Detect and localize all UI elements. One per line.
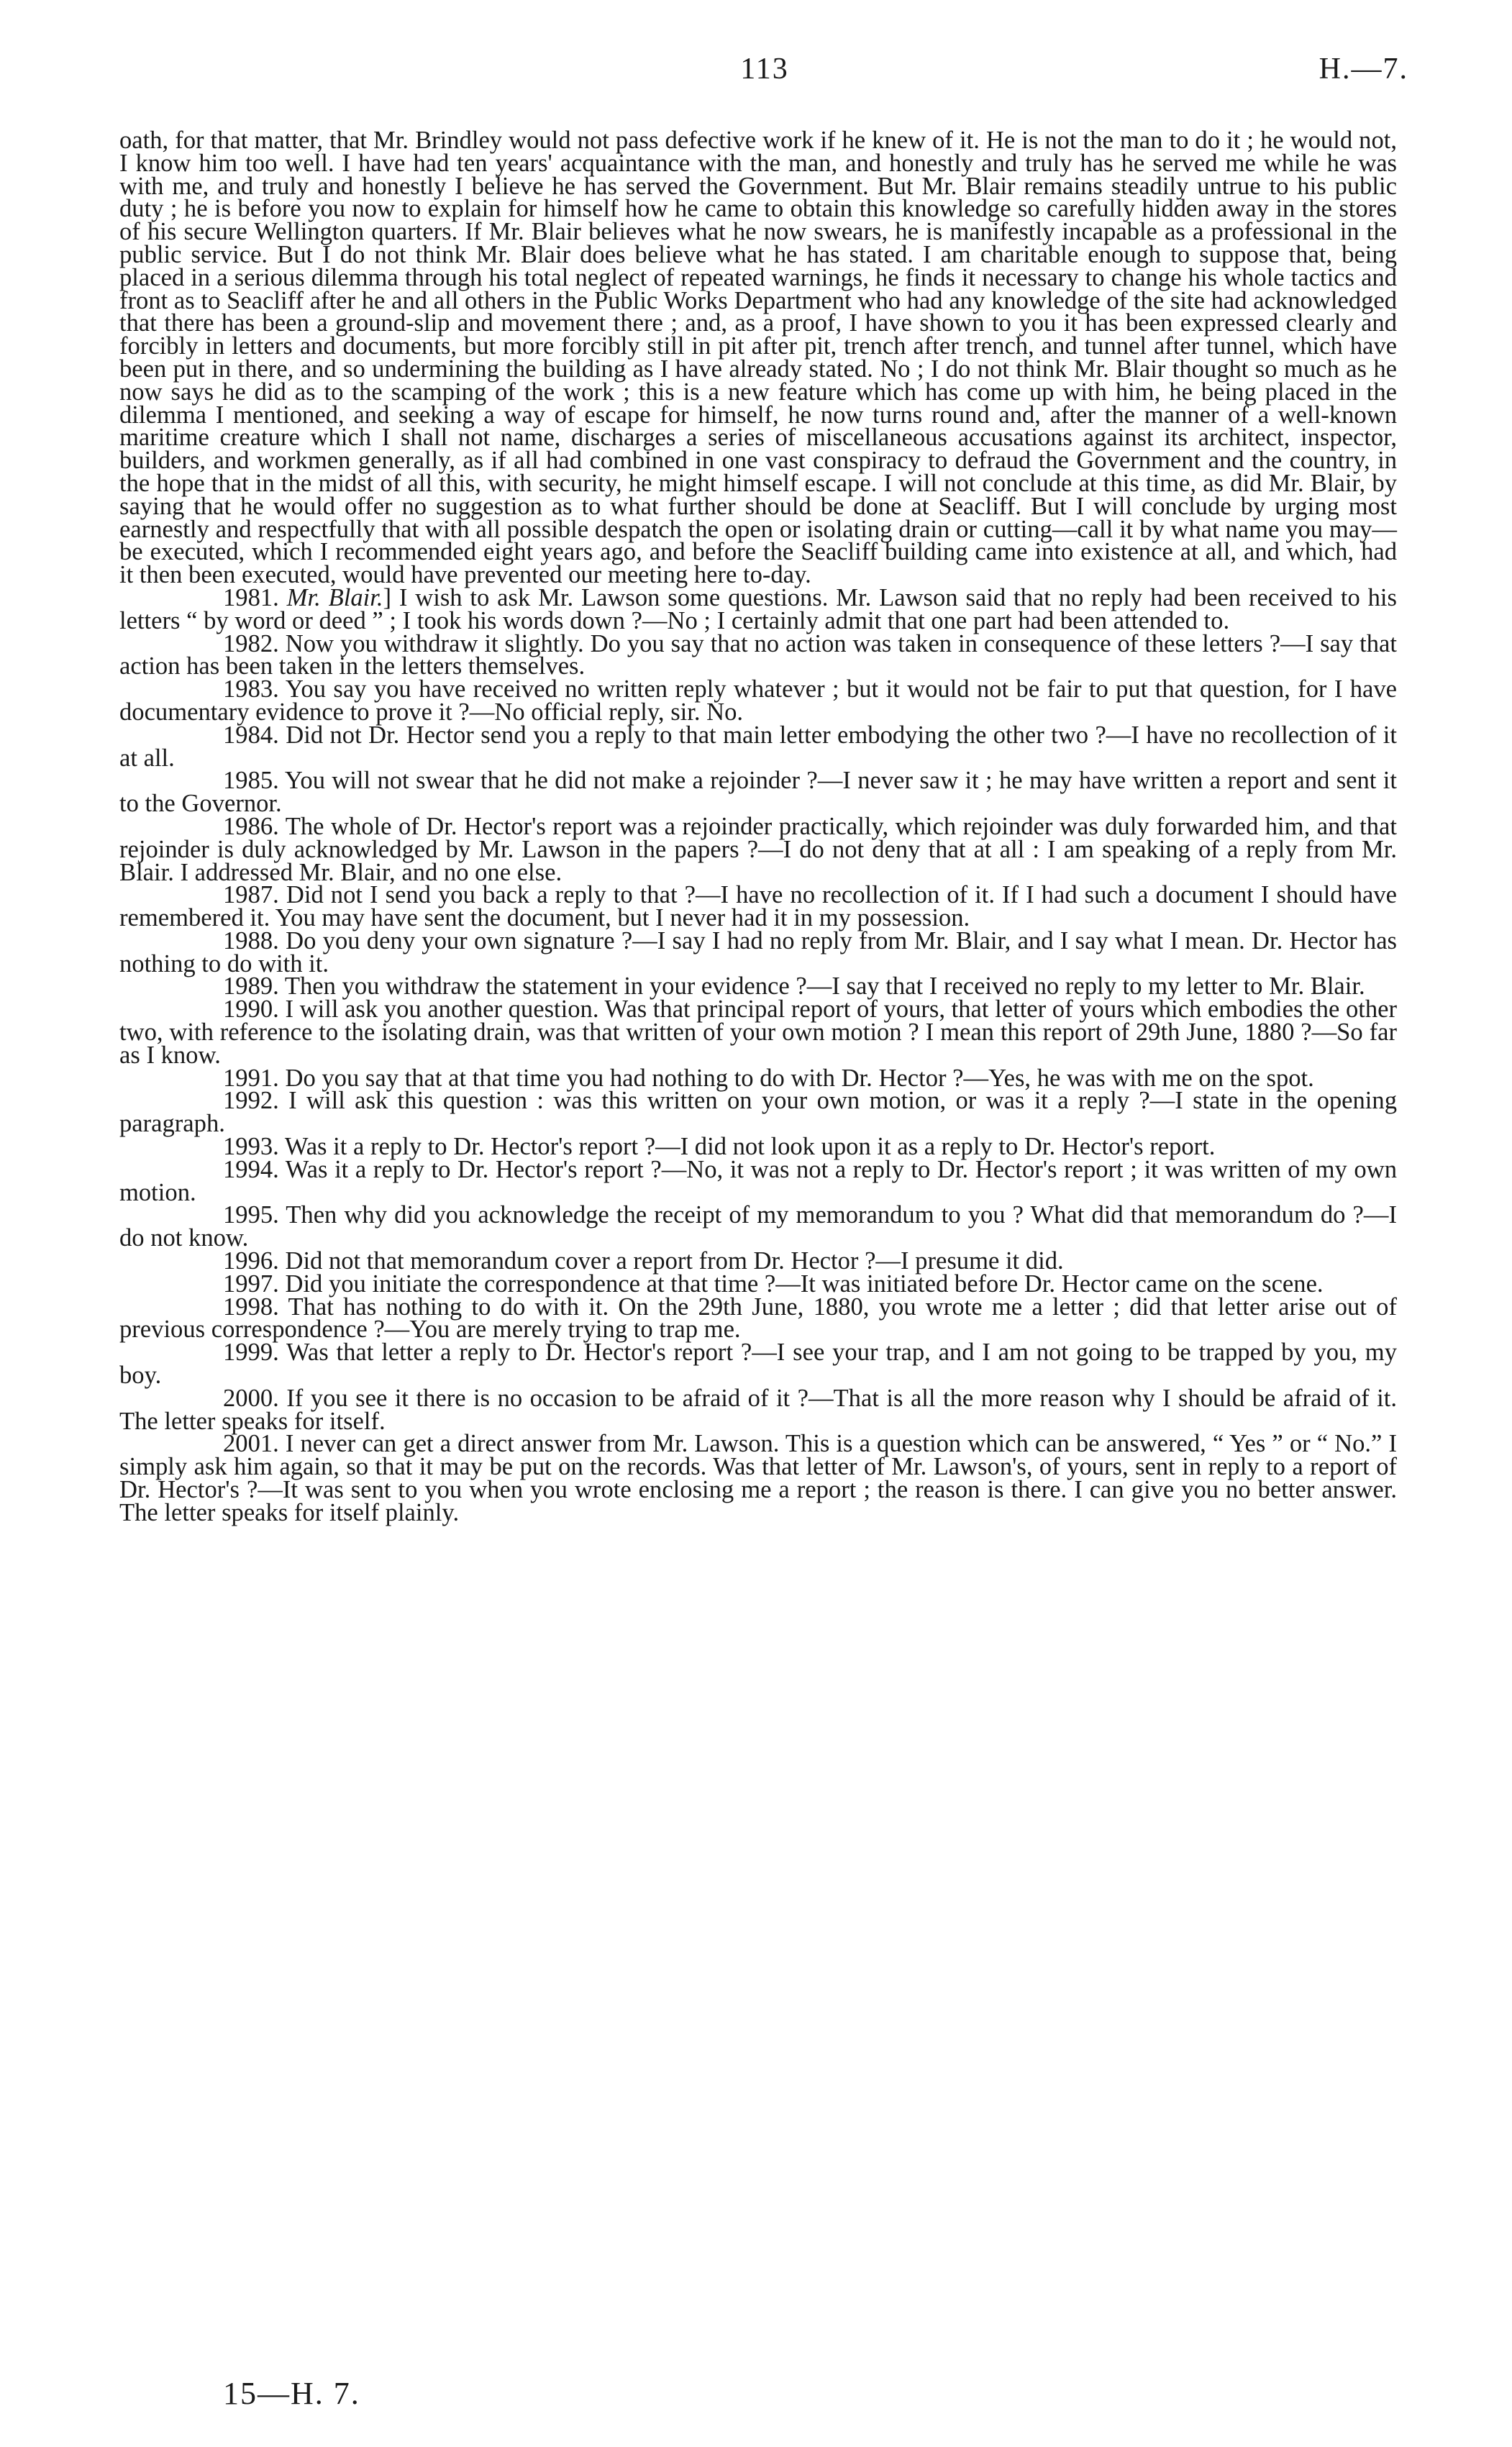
question-number: 1983. — [223, 675, 279, 703]
page-signature: 15—H. 7. — [223, 2376, 360, 2411]
question-text: If you see it there is no occasion to be afraid of it ?—That is all the more reason why I should be afraid of it. The letter speaks for itself. — [119, 1384, 1397, 1435]
question-number: 1986. — [223, 812, 279, 840]
question-number: 1981. — [223, 583, 279, 611]
question-number: 1991. — [223, 1064, 279, 1092]
question-paragraph — [119, 1339, 1397, 1390]
question-number: 1987. — [223, 881, 279, 909]
question-paragraph — [119, 767, 1397, 818]
question-paragraph — [119, 995, 1397, 1069]
question-number: 2001. — [223, 1430, 279, 1458]
page-number: 113 — [740, 53, 789, 86]
question-text: I never can get a direct answer from Mr. Lawson. This is a question which can be answered, “ Yes ” or “ No.” I simply ask him again, so that it may be put on the records. Was that letter of Mr. Lawson's, of yours, sent in reply to a report of Dr. Hector's ?—It was sent to you when you wrote enclosing me a report ; the reason is there. I can give you no better answer. The letter speaks for itself plainly. — [119, 1430, 1397, 1526]
question-number: 1982. — [223, 629, 279, 657]
question-text: That has nothing to do with it. On the 29th June, 1880, you wrote me a letter ; did that letter arise out of previous correspondence ?—You are merely trying to trap me. — [119, 1293, 1397, 1344]
question-paragraph — [119, 629, 1397, 680]
question-text: Do you deny your own signature ?—I say I had no reply from Mr. Blair, and I say what I mean. Dr. Hector has nothing to do with it. — [119, 926, 1398, 978]
body-text — [119, 129, 1397, 1525]
question-paragraph — [119, 1201, 1397, 1252]
question-text: Was that letter a reply to Dr. Hector's report ?—I see your trap, and I am not going to be trapped by you, my boy. — [119, 1339, 1397, 1390]
question-number: 1992. — [223, 1087, 279, 1115]
question-number: 1990. — [223, 995, 279, 1024]
question-number: 1996. — [223, 1247, 279, 1275]
question-paragraph — [119, 1155, 1397, 1206]
question-paragraph — [119, 1384, 1397, 1435]
question-number: 1994. — [223, 1155, 279, 1183]
question-text: Was it a reply to Dr. Hector's report ?—I did not look upon it as a reply to Dr. Hector's report. — [284, 1133, 1216, 1161]
question-text: Was it a reply to Dr. Hector's report ?—No, it was not a reply to Dr. Hector's report ; it was written of my own motion. — [119, 1155, 1397, 1206]
question-number: 1989. — [223, 972, 279, 1001]
question-number: 1985. — [223, 767, 279, 795]
question-paragraph — [119, 583, 1397, 634]
question-text: I will ask you another question. Was that principal report of yours, that letter of yours which embodies the other two, with reference to the isolating drain, was that written of your own motion ? I mean this report of 29th June, 1880 ?—So far as I know. — [119, 995, 1397, 1069]
question-number: 1998. — [223, 1293, 279, 1321]
question-text: Do you say that at that time you had nothing to do with Dr. Hector ?—Yes, he was with me on the spot. — [285, 1064, 1314, 1092]
question-number: 1995. — [223, 1201, 279, 1229]
question-text: Now you withdraw it slightly. Do you say that no action was taken in consequence of these letters ?—I say that action has been taken in the letters themselves. — [119, 629, 1397, 680]
question-text: Then why did you acknowledge the receipt of my memorandum to you ? What did that memorandum do ?—I do not know. — [119, 1201, 1397, 1252]
question-text: The whole of Dr. Hector's report was a rejoinder practically, which rejoinder was duly forwarded him, and that rejoinder is duly acknowledged by Mr. Lawson in the papers ?—I do not deny that at all : I am speaking of a reply from Mr. Blair. I addressed Mr. Blair, and no one else. — [119, 812, 1397, 886]
opening-paragraph: oath, for that matter, that Mr. Brindley would not pass defective work if he knew of it. He is not the man to do it ; he would not, I know him too well. I have had ten years' acquaintance with the man, and honestly and truly has he served me while he was with me, and truly and honestly I believe he has served the Government. But Mr. Blair remains steadily untrue to his public duty ; he is before you now to explain for himself how he came to obtain this knowledge so carefully hidden away in the stores of his secure Wellington quarters. If Mr. Blair believes what he now swears, he is manifestly incapable as a professional in the public service. But I do not think Mr. Blair does believe what he has stated. I am charitable enough to suppose that, being placed in a serious dilemma through his total neglect of repeated warnings, he finds it necessary to change his whole tactics and front as to Seacliff after he and all others in the Public Works Department who had any knowledge of the site had acknowledged that there has been a ground-slip and movement there ; and, as a proof, I have shown to you it has been expressed clearly and forcibly in letters and documents, but more forcibly still in pit after pit, trench after trench, and tunnel after tunnel, which have been put in there, and so undermining the building as I have already stated. No ; I do not think Mr. Blair thought so much as he now says he did as to the scamping of the work ; this is a new feature which has come up with him, he being placed in the dilemma I mentioned, and seeking a way of escape for himself, he now turns round and, after the manner of a well-known maritime creature which I shall not name, discharges a series of miscellaneous accusations against its architect, inspector, builders, and workmen generally, as if all had combined in one vast conspiracy to defraud the Government and the country, in the hope that in the midst of all this, with security, he might himself escape. I will not conclude at this time, as did Mr. Blair, by saying that he would offer no suggestion as to what further should be done at Seacliff. But I will conclude by urging most earnestly and respectfully that with all possible despatch the open or isolating drain or cutting—call it by what name you may—be executed, which I recommended eight years ago, and before the Seacliff building came into existence at all, and which, had it then been executed, would have prevented our meeting here to-day. — [119, 127, 1397, 589]
question-paragraph — [119, 1293, 1397, 1344]
question-number: 1988. — [223, 926, 279, 954]
question-number: 1984. — [223, 721, 279, 749]
question-text: You will not swear that he did not make a rejoinder ?—I never saw it ; he may have written a report and sent it to the Governor. — [119, 767, 1397, 818]
question-text: You say you have received no written reply whatever ; but it would not be fair to put that question, for I have documentary evidence to prove it ?—No official reply, sir. No. — [119, 675, 1397, 726]
speaker-name: Mr. Blair. — [286, 583, 383, 611]
page-header — [121, 52, 1408, 95]
question-number: 1993. — [223, 1133, 279, 1161]
question-number: 1997. — [223, 1270, 279, 1298]
question-paragraph — [119, 881, 1397, 932]
question-number: 1999. — [223, 1339, 279, 1367]
question-paragraph — [119, 675, 1397, 726]
question-text: Did not I send you back a reply to that ?—I have no recollection of it. If I had such a document I should have remembered it. You may have sent the document, but I never had it in my possession. — [119, 881, 1397, 932]
document-reference: H.—7. — [1319, 53, 1408, 86]
question-number: 2000. — [223, 1384, 279, 1412]
question-paragraph — [119, 1087, 1397, 1138]
question-paragraph — [119, 812, 1397, 886]
question-text: I will ask this question : was this written on your own motion, or was it a reply ?—I state in the opening paragraph. — [119, 1087, 1397, 1138]
question-text: ] I wish to ask Mr. Lawson some questions. Mr. Lawson said that no reply had been received to his letters “ by word or deed ” ; I took his words down ?—No ; I certainly admit that one part had been attended to. — [119, 583, 1397, 634]
question-paragraph — [119, 721, 1397, 772]
question-text: Did you initiate the correspondence at that time ?—It was initiated before Dr. Hector came on the scene. — [285, 1270, 1324, 1298]
question-text: Then you withdraw the statement in your evidence ?—I say that I received no reply to my letter to Mr. Blair. — [284, 972, 1365, 1001]
question-text: Did not Dr. Hector send you a reply to that main letter embodying the other two ?—I have no recollection of it at all. — [119, 721, 1397, 772]
question-text: Did not that memorandum cover a report from Dr. Hector ?—I presume it did. — [285, 1247, 1064, 1275]
question-paragraph — [119, 1430, 1397, 1526]
question-paragraph — [119, 926, 1398, 978]
